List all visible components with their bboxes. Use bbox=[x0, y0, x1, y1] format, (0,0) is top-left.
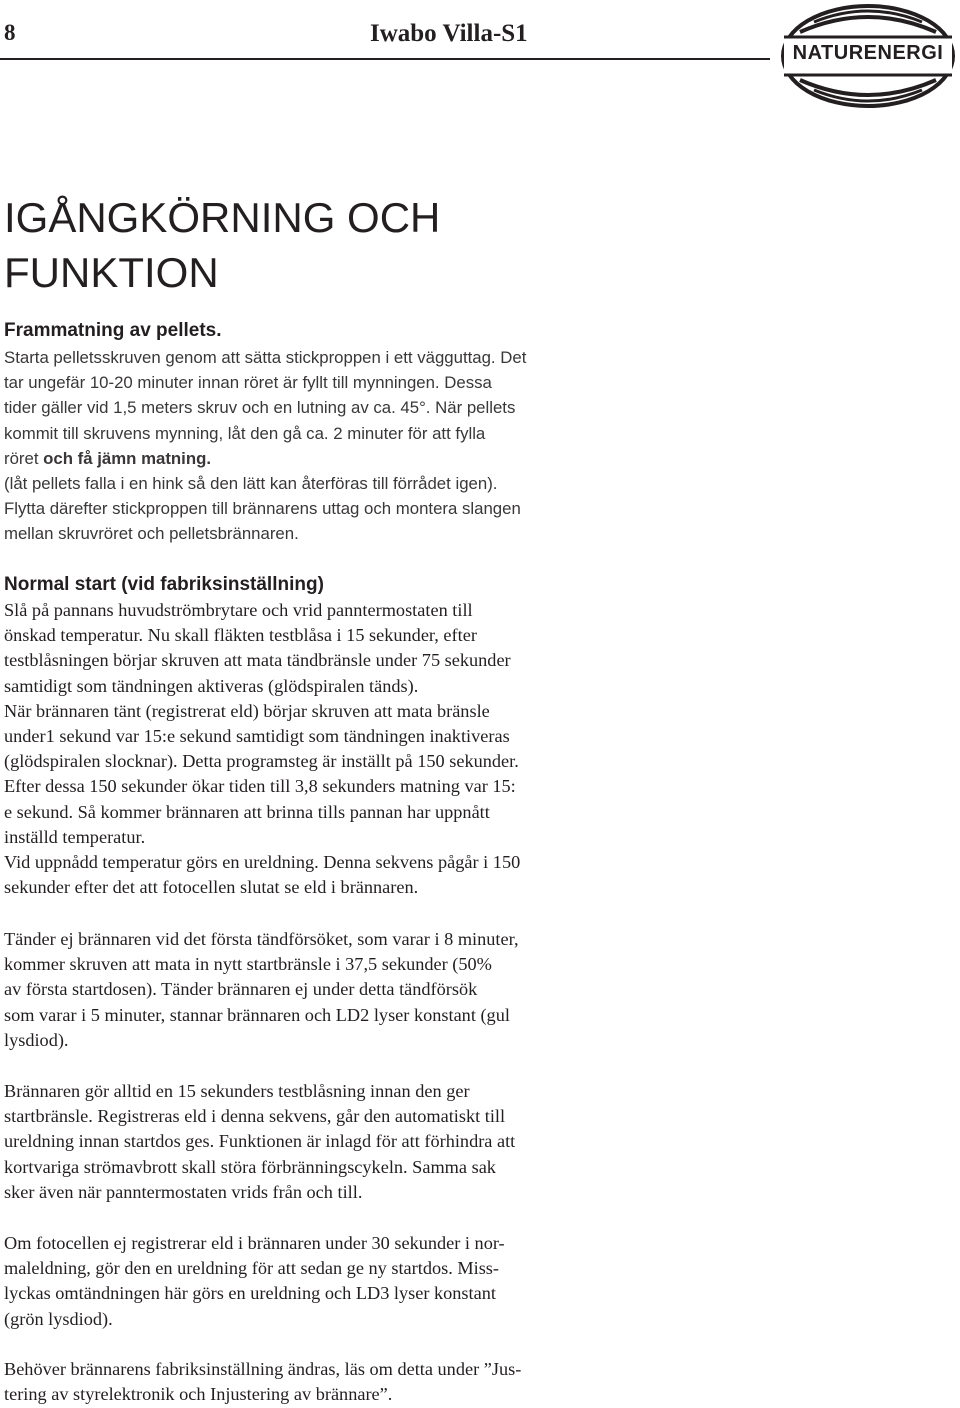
bold-text-span: och få jämn matning. bbox=[43, 448, 212, 468]
page-number: 8 bbox=[4, 20, 16, 45]
text-line: kortvariga strömavbrott skall störa förbränningscykeln. Samma sak bbox=[4, 1156, 496, 1177]
text-line: När brännaren tänt (registrerat eld) börjar skruven att mata bränsle bbox=[4, 700, 490, 721]
normal-start-body bbox=[4, 598, 520, 900]
logo-text: NATURENERGI bbox=[792, 42, 944, 64]
text-line: mellan skruvröret och pelletsbrännaren. bbox=[4, 524, 299, 544]
text-line: lyckas omtändningen här görs en ureldning och LD3 lyser konstant bbox=[4, 1283, 496, 1304]
text-line: kommit till skruvens mynning, låt den gå ca. 2 minuter för att fylla bbox=[4, 423, 486, 443]
text-line: Behöver brännarens fabriksinställning ändras, läs om detta under ”Jus- bbox=[4, 1359, 522, 1379]
text-line: Starta pelletsskruven genom att sätta stickproppen i ett vägguttag. Det bbox=[4, 348, 527, 367]
text-line: startbränsle. Registreras eld i denna sekvens, går den automatiskt till bbox=[4, 1106, 506, 1127]
text-line: under1 sekund var 15:e sekund samtidigt som tändningen inaktiveras bbox=[4, 725, 510, 746]
text-line: Efter dessa 150 sekunder ökar tiden till 3,8 sekunders matning var 15: bbox=[4, 776, 516, 797]
text-line: ureldning innan startdos ges. Funktionen är inlagd för att förhindra att bbox=[4, 1131, 516, 1152]
pellet-feed-body bbox=[4, 345, 526, 547]
text-line: sekunder efter det att fotocellen slutat se eld i brännaren. bbox=[4, 877, 419, 898]
main-title-line-2: FUNKTION bbox=[4, 249, 219, 296]
text-line: av första startdosen). Tänder brännaren ej under detta tändförsök bbox=[4, 979, 478, 1000]
header-rule bbox=[0, 58, 770, 60]
text-line: tering av styrelektronik och Injustering av brännare”. bbox=[4, 1384, 393, 1405]
text-line: e sekund. Så kommer brännaren att brinna tills pannan har uppnått bbox=[4, 801, 490, 822]
naturenergi-logo bbox=[780, 2, 956, 110]
test-blow-paragraph bbox=[4, 1079, 515, 1205]
text-line: Tänder ej brännaren vid det första tändförsöket, som varar i 8 minuter, bbox=[4, 929, 519, 949]
section-heading-pellet-feed: Frammatning av pellets. bbox=[4, 320, 222, 341]
text-line: (glödspiralen slocknar). Detta programsteg är inställt på 150 sekunder. bbox=[4, 751, 519, 772]
text-line: (grön lysdiod). bbox=[4, 1308, 113, 1329]
section-heading-normal-start: Normal start (vid fabriksinställning) bbox=[4, 574, 324, 595]
text-span: röret bbox=[4, 448, 44, 468]
text-line: Vid uppnådd temperatur görs en ureldning. Denna sekvens pågår i 150 bbox=[4, 851, 521, 872]
text-line: kommer skruven att mata in nytt startbränsle i 37,5 sekunder (50% bbox=[4, 954, 492, 975]
text-line: inställd temperatur. bbox=[4, 826, 146, 847]
text-line: Slå på pannans huvudströmbrytare och vrid panntermostaten till bbox=[4, 600, 473, 620]
ignition-retry-paragraph bbox=[4, 927, 519, 1053]
text-line: samtidigt som tändningen aktiveras (glödspiralen tänds). bbox=[4, 675, 419, 696]
text-line: lysdiod). bbox=[4, 1029, 69, 1050]
text-line: sker även när panntermostaten vrids från och till. bbox=[4, 1181, 363, 1202]
photocell-paragraph bbox=[4, 1231, 505, 1332]
document-title: Iwabo Villa-S1 bbox=[370, 20, 528, 47]
text-line: Brännaren gör alltid en 15 sekunders testblåsning innan den ger bbox=[4, 1081, 470, 1101]
text-line: Om fotocellen ej registrerar eld i brännaren under 30 sekunder i nor- bbox=[4, 1233, 505, 1253]
factory-setting-paragraph bbox=[4, 1357, 521, 1407]
text-line: Flytta därefter stickproppen till brännarens uttag och montera slangen bbox=[4, 499, 521, 519]
text-line: tider gäller vid 1,5 meters skruv och en lutning av ca. 45°. När pellets bbox=[4, 398, 516, 418]
text-line: önskad temperatur. Nu skall fläkten testblåsa i 15 sekunder, efter bbox=[4, 625, 477, 646]
main-title-line-1: IGÅNGKÖRNING OCH bbox=[4, 194, 441, 241]
main-title bbox=[4, 190, 440, 300]
text-line: tar ungefär 10-20 minuter innan röret är fyllt till mynningen. Dessa bbox=[4, 373, 492, 393]
text-line: testblåsningen börjar skruven att mata tändbränsle under 75 sekunder bbox=[4, 650, 511, 671]
text-line: (låt pellets falla i en hink så den lätt kan återföras till förrådet igen). bbox=[4, 473, 498, 493]
text-line: som varar i 5 minuter, stannar brännaren och LD2 lyser konstant (gul bbox=[4, 1004, 510, 1025]
text-line: maleldning, gör den en ureldning för att sedan ge ny startdos. Miss- bbox=[4, 1258, 500, 1279]
text-line bbox=[4, 446, 526, 471]
